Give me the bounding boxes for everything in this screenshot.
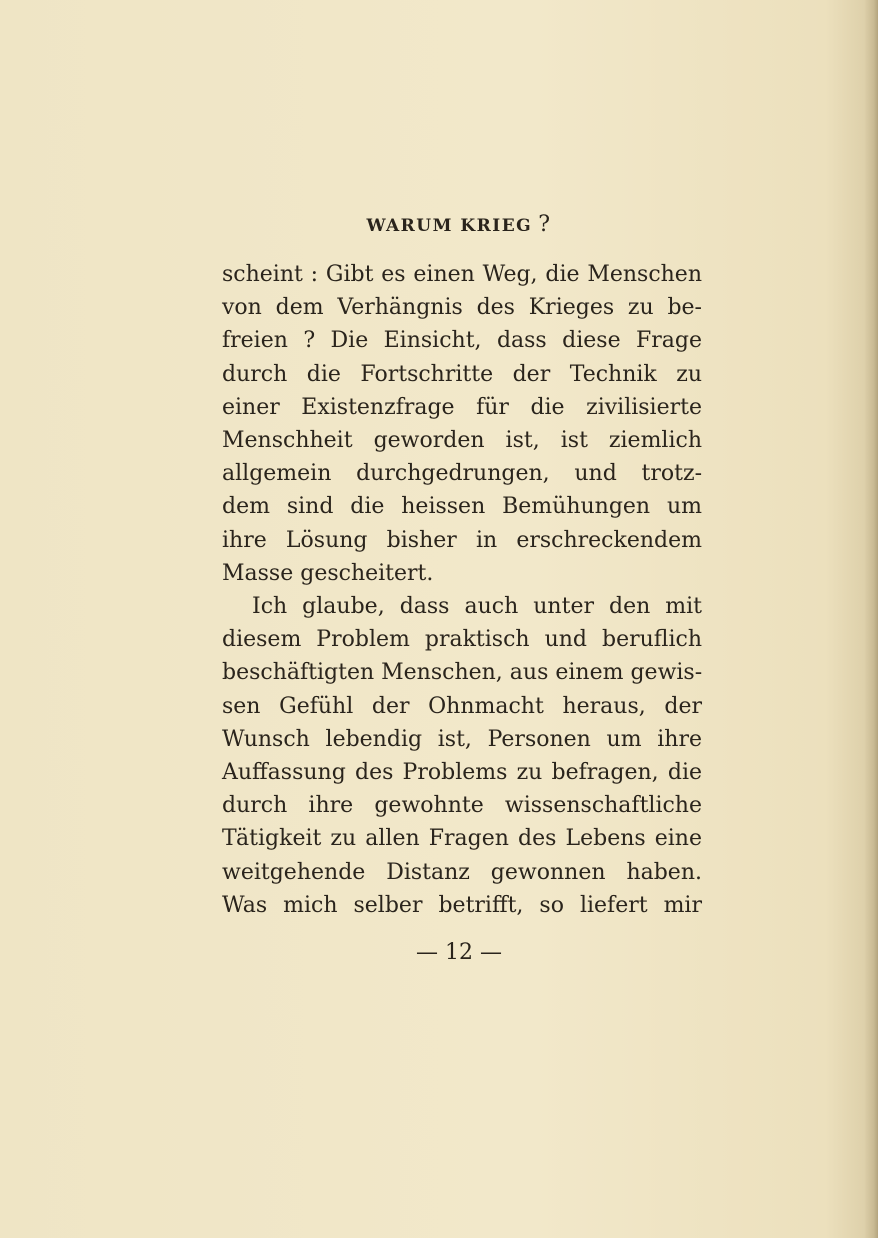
page-edge-shadow bbox=[864, 0, 878, 1238]
body-text bbox=[222, 258, 702, 922]
text-line: Auffassung des Problems zu befragen, die bbox=[222, 760, 702, 786]
running-head-question-mark: ? bbox=[538, 212, 552, 237]
text-line: diesem Problem praktisch und beruflich bbox=[222, 627, 702, 653]
text-line: freien ? Die Einsicht, dass diese Frage bbox=[222, 328, 702, 354]
text-line: Tätigkeit zu allen Fragen des Lebens eine bbox=[222, 826, 702, 852]
text-line: von dem Verhängnis des Krieges zu be- bbox=[222, 295, 702, 321]
text-line: durch ihre gewohnte wissenschaftliche bbox=[222, 793, 702, 819]
text-line: ihre Lösung bisher in erschreckendem bbox=[222, 527, 702, 553]
text-line: dem sind die heissen Bemühungen um bbox=[222, 494, 702, 520]
text-line: durch die Fortschritte der Technik zu bbox=[222, 361, 702, 387]
running-head-title: WARUM KRIEG bbox=[366, 216, 533, 236]
text-line: Wunsch lebendig ist, Personen um ihre bbox=[222, 726, 702, 752]
text-line: einer Existenzfrage für die zivilisierte bbox=[222, 394, 702, 420]
text-line: allgemein durchgedrungen, und trotz- bbox=[222, 461, 702, 487]
text-line: scheint : Gibt es einen Weg, die Menschen bbox=[222, 262, 702, 287]
paragraph-end-line: Masse gescheitert. bbox=[222, 560, 434, 586]
text-line: Was mich selber betrifft, so liefert mir bbox=[222, 892, 702, 918]
text-line: weitgehende Distanz gewonnen haben. bbox=[222, 859, 702, 885]
text-line: beschäftigten Menschen, aus einem gewis- bbox=[222, 660, 703, 686]
page-number: — 12 — bbox=[416, 940, 502, 965]
text-line: sen Gefühl der Ohnmacht heraus, der bbox=[222, 693, 702, 719]
paragraph-start-line: Ich glaube, dass auch unter den mit bbox=[252, 594, 702, 620]
running-head bbox=[0, 212, 878, 237]
text-line: Menschheit geworden ist, ist ziemlich bbox=[222, 428, 702, 454]
